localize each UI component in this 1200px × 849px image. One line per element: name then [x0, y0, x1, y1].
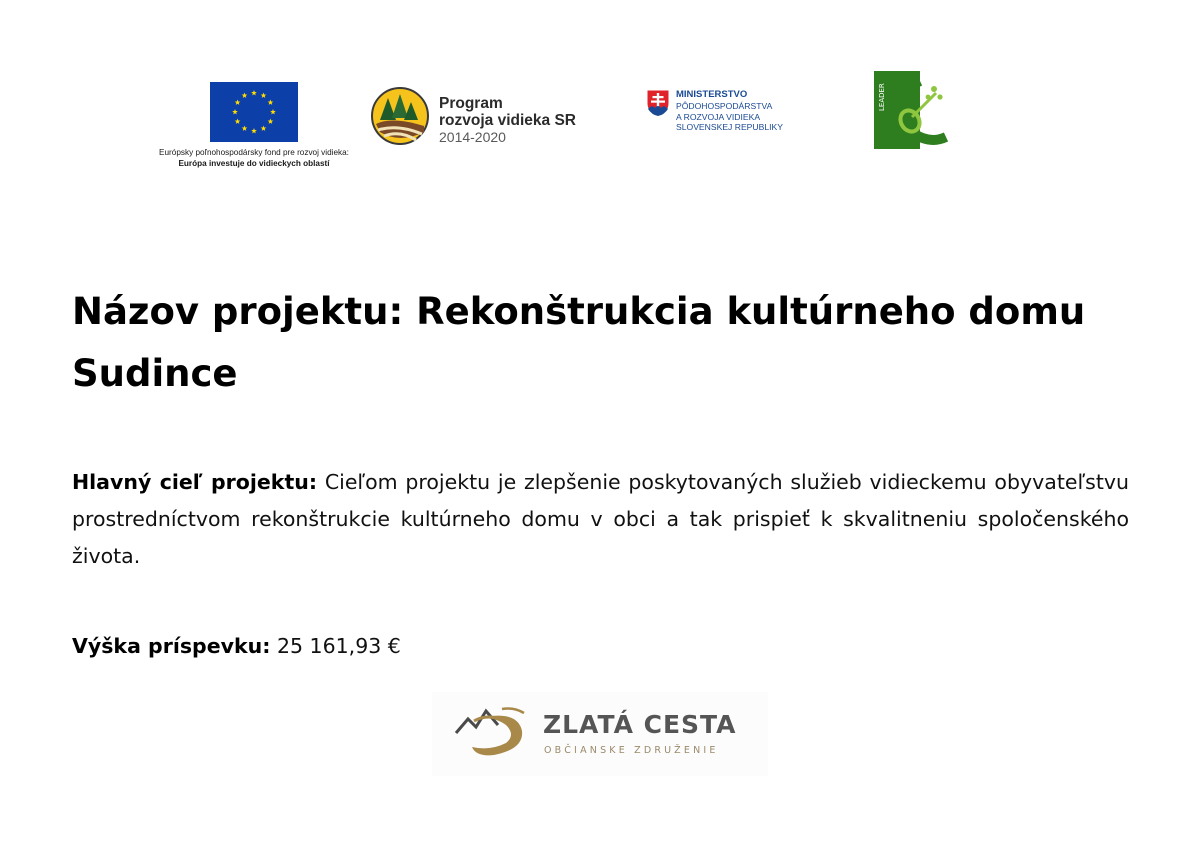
prv-line3: 2014-2020	[439, 129, 506, 145]
program-rozvoja-vidieka-emblem-icon	[370, 86, 430, 146]
prv-line2: rozvoja vidieka SR	[439, 112, 576, 129]
eu-fund-caption	[140, 147, 368, 169]
eu-caption-line2: Európa investuje do vidieckych oblastí	[178, 159, 330, 168]
ministry-text	[676, 88, 783, 133]
amount-label: Výška príspevku:	[72, 634, 271, 658]
eu-flag-icon	[210, 82, 298, 142]
slovak-coat-of-arms-icon	[646, 89, 670, 117]
amount-value: 25 161,93 €	[276, 634, 401, 658]
program-rozvoja-vidieka-text	[439, 95, 576, 145]
ministry-line3: A ROZVOJA VIDIEKA	[676, 111, 761, 122]
eu-caption-line1: Európsky poľnohospodársky fond pre rozvoj vidieka:	[159, 148, 349, 157]
ministry-line1: MINISTERSTVO	[676, 89, 748, 100]
leader-label: LEADER	[878, 83, 886, 111]
goal-text: Cieľom projektu je zlepšenie poskytovaných služieb vidieckemu obyvateľstvu prostredníctvom rekonštrukcie kultúrneho domu v obci a tak prispieť k skvalitneniu spoločenského života.	[72, 470, 1129, 568]
zlata-cesta-subtitle: OBČIANSKE ZDRUŽENIE	[544, 745, 719, 756]
project-title: Názov projektu: Rekonštrukcia kultúrneho domu Sudince	[72, 290, 1086, 395]
leader-logo-icon	[874, 71, 952, 149]
zlata-cesta-name: ZLATÁ CESTA	[543, 710, 737, 739]
project-goal-paragraph	[72, 464, 1129, 575]
zlata-cesta-logo-icon	[454, 703, 530, 763]
goal-label: Hlavný cieľ projektu:	[72, 470, 318, 494]
contribution-amount	[72, 628, 401, 665]
ministry-line4: SLOVENSKEJ REPUBLIKY	[676, 122, 783, 132]
prv-line1: Program	[439, 95, 503, 112]
ministry-line2: PÔDOHOSPODÁRSTVA	[676, 101, 773, 111]
